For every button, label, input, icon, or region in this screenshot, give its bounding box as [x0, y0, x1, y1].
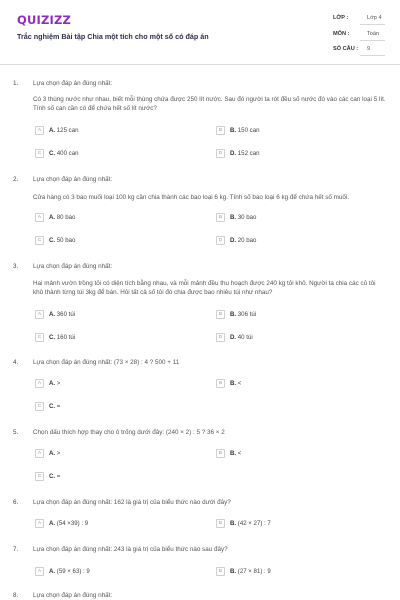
question-number: 5. [13, 429, 19, 436]
option-text: 306 túi [237, 311, 257, 318]
option-letter-box: A [35, 126, 44, 135]
option-label: B. [230, 311, 237, 318]
question-number: 6. [13, 499, 19, 506]
option-letter-box: A [35, 567, 44, 576]
option-text: 152 can [237, 150, 260, 157]
option-text: = [56, 473, 61, 480]
option-letter-box: A [35, 449, 44, 458]
meta-divider [360, 55, 385, 56]
option-letter-box: C [35, 472, 44, 481]
option-label: A. [49, 520, 56, 527]
quizizz-logo: QUIZIZZ [17, 13, 72, 27]
option-label: A. [49, 568, 56, 575]
question-prompt: Lựa chọn đáp án đúng nhất: [33, 176, 113, 183]
option-text: (42 × 27) : 7 [237, 520, 271, 527]
option-text: 360 túi [56, 311, 76, 318]
meta-subject-label: MÔN : [333, 31, 350, 37]
option-letter-box: B [216, 449, 225, 458]
option-text: (27 × 81) : 9 [237, 568, 271, 575]
question-prompt: Lựa chọn đáp án đúng nhất: 162 là giá trị của biểu thức nào dưới đây? [33, 499, 231, 506]
meta-divider [360, 40, 385, 41]
option-label: D. [230, 237, 237, 244]
page-title: Trắc nghiệm Bài tập Chia một tích cho một số có đáp án [17, 32, 209, 41]
option-letter-box: A [35, 310, 44, 319]
question-body: Cửa hàng có 3 bao muối loại 100 kg cần chia thành các bao loại 6 kg. Tính số bao loại 6 kg để chứa hết số muối. [33, 194, 350, 201]
option-letter-box: C [35, 149, 44, 158]
option-letter-box: C [35, 402, 44, 411]
option-label: C. [49, 473, 56, 480]
option-letter-box: A [35, 213, 44, 222]
option-label: C. [49, 334, 56, 341]
option-label: B. [230, 568, 237, 575]
option-label: B. [230, 127, 237, 134]
meta-subject-value: Toán [367, 31, 380, 37]
option-label: D. [230, 334, 237, 341]
option-label: B. [230, 450, 237, 457]
meta-class-label: LỚP : [333, 15, 349, 21]
question-prompt: Lựa chọn đáp án đúng nhất: (73 × 28) : 4 ? 500 + 11 [33, 359, 180, 366]
option-label: B. [230, 380, 237, 387]
option-letter-box: D [216, 149, 225, 158]
option-text: 40 túi [237, 334, 253, 341]
question-prompt: Lựa chọn đáp án đúng nhất: [33, 80, 113, 87]
option-text: 20 bao [237, 237, 257, 244]
question-number: 2. [13, 176, 19, 183]
question-prompt: Chọn dấu thích hợp thay cho ô trống dưới đây: (240 × 2) : 5 ? 36 × 2 [33, 429, 225, 436]
question-body: Hai mảnh vườn trồng tỏi có diện tích bằng nhau, và mỗi mảnh đều thu hoạch được 240 kg tỏi khô. Người ta chia các củ tỏi khô thành từng túi 3kg để bán. Hỏi tất cả số tỏi đó chia được bao nhiêu túi như nhau? [33, 280, 376, 296]
option-label: B. [230, 520, 237, 527]
question-number: 4. [13, 359, 19, 366]
option-letter-box: B [216, 213, 225, 222]
question-prompt: Lựa chọn đáp án đúng nhất: [33, 592, 113, 599]
option-letter-box: A [35, 379, 44, 388]
option-letter-box: C [35, 236, 44, 245]
option-label: A. [49, 450, 56, 457]
option-label: A. [49, 214, 56, 221]
question-prompt: Lựa chọn đáp án đúng nhất: [33, 263, 113, 270]
option-text: < [237, 450, 242, 457]
option-label: A. [49, 380, 56, 387]
option-label: B. [230, 214, 237, 221]
option-text: (54 ×39) : 9 [56, 520, 89, 527]
option-text: 125 can [56, 127, 79, 134]
option-text: > [56, 450, 61, 457]
option-text: 80 bao [56, 214, 76, 221]
option-label: C. [49, 403, 56, 410]
option-text: 150 can [237, 127, 260, 134]
option-text: = [56, 403, 61, 410]
option-letter-box: B [216, 379, 225, 388]
option-letter-box: D [216, 333, 225, 342]
question-prompt: Lựa chọn đáp án đúng nhất: 243 là giá trị của biểu thức nào sau đây? [33, 546, 228, 553]
question-number: 7. [13, 546, 19, 553]
option-label: A. [49, 127, 56, 134]
option-letter-box: A [35, 519, 44, 528]
option-letter-box: C [35, 333, 44, 342]
option-text: (59 × 63) : 9 [56, 568, 90, 575]
header-divider [0, 64, 400, 65]
option-text: 160 túi [56, 334, 76, 341]
meta-count-label: SỐ CÂU : [333, 46, 359, 52]
meta-divider [360, 24, 385, 25]
question-body: Có 3 thùng nước như nhau, biết mỗi thùng chứa được 250 lít nước. Sau đó người ta rót đều số nước đó vào các can loại 5 lít. Tính số can cần có để chứa hết số lít nước? [33, 96, 386, 112]
meta-class-value: Lớp 4 [367, 15, 382, 21]
option-letter-box: D [216, 236, 225, 245]
option-text: > [56, 380, 61, 387]
option-letter-box: B [216, 567, 225, 576]
option-letter-box: B [216, 310, 225, 319]
meta-count-value: 9 [367, 46, 371, 52]
option-text: 30 bao [237, 214, 257, 221]
question-number: 8. [13, 592, 19, 599]
option-text: 50 bao [56, 237, 76, 244]
option-letter-box: B [216, 519, 225, 528]
option-label: A. [49, 311, 56, 318]
option-label: C. [49, 237, 56, 244]
option-text: 400 can [56, 150, 79, 157]
option-text: < [237, 380, 242, 387]
option-letter-box: B [216, 126, 225, 135]
question-number: 1. [13, 80, 19, 87]
option-label: D. [230, 150, 237, 157]
option-label: C. [49, 150, 56, 157]
question-number: 3. [13, 263, 19, 270]
